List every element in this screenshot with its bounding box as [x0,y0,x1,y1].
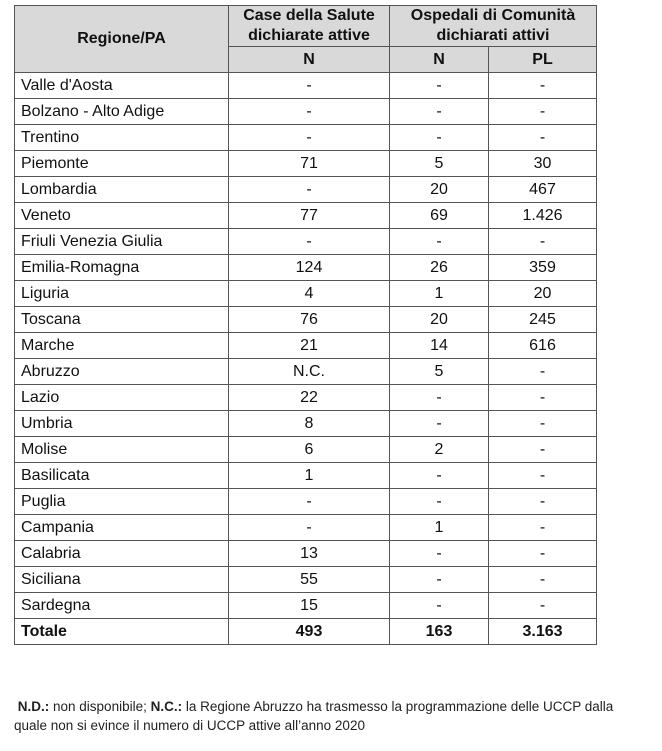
cell-ospedali-n: - [390,463,489,489]
cell-case-salute-n: - [229,515,390,541]
table-row [15,125,597,151]
cell-ospedali-pl: - [489,437,597,463]
table-body [15,73,597,645]
cell-ospedali-n: - [390,489,489,515]
total-cell-ospedali-pl: 3.163 [489,619,597,645]
cell-case-salute-n: 1 [229,463,390,489]
cell-ospedali-n: 1 [390,281,489,307]
cell-ospedali-n: - [390,593,489,619]
cell-case-salute-n: 55 [229,567,390,593]
cell-region: Valle d'Aosta [15,73,229,99]
cell-ospedali-pl: - [489,463,597,489]
cell-region: Abruzzo [15,359,229,385]
subheader-cds-n: N [229,47,390,73]
table-row [15,151,597,177]
cell-ospedali-n: 20 [390,307,489,333]
cell-case-salute-n: N.C. [229,359,390,385]
cell-ospedali-n: - [390,73,489,99]
cell-ospedali-n: - [390,567,489,593]
cell-case-salute-n: - [229,125,390,151]
cell-ospedali-pl: 467 [489,177,597,203]
cell-region: Lombardia [15,177,229,203]
cell-ospedali-n: - [390,541,489,567]
table-row [15,99,597,125]
cell-case-salute-n: 71 [229,151,390,177]
table-row [15,411,597,437]
header-ospedali-di-comunita: Ospedali di Comunità dichiarati attivi [390,6,597,47]
cell-case-salute-n: 15 [229,593,390,619]
cell-region: Friuli Venezia Giulia [15,229,229,255]
cell-region: Trentino [15,125,229,151]
cell-region: Bolzano - Alto Adige [15,99,229,125]
cell-ospedali-pl: 616 [489,333,597,359]
table-row [15,593,597,619]
cell-ospedali-pl: - [489,593,597,619]
table-row [15,203,597,229]
cell-case-salute-n: 77 [229,203,390,229]
cell-ospedali-n: - [390,385,489,411]
cell-ospedali-n: 26 [390,255,489,281]
cell-ospedali-pl: - [489,515,597,541]
total-row [15,619,597,645]
footnote [14,697,614,735]
cell-case-salute-n: 4 [229,281,390,307]
cell-ospedali-pl: 30 [489,151,597,177]
cell-ospedali-n: 20 [390,177,489,203]
table-row [15,359,597,385]
cell-region: Toscana [15,307,229,333]
cell-region: Campania [15,515,229,541]
cell-ospedali-n: 5 [390,359,489,385]
cell-region: Liguria [15,281,229,307]
table-row [15,515,597,541]
cell-case-salute-n: - [229,177,390,203]
cell-ospedali-pl: 20 [489,281,597,307]
header-region: Regione/PA [15,6,229,73]
table-row [15,437,597,463]
cell-ospedali-pl: - [489,73,597,99]
cell-ospedali-pl: - [489,411,597,437]
table-row [15,177,597,203]
total-cell-ospedali-n: 163 [390,619,489,645]
cell-region: Molise [15,437,229,463]
cell-case-salute-n: - [229,229,390,255]
regional-facilities-table [14,5,597,645]
cell-ospedali-n: 1 [390,515,489,541]
cell-region: Puglia [15,489,229,515]
footnote-nc-text: la Regione Abruzzo ha trasmesso la programmazione delle UCCP dalla quale non si evince il numero di UCCP attive all’anno 2020 [14,699,614,733]
footnote-nc-label: N.C.: [150,699,183,714]
header-case-della-salute: Case della Salute dichiarate attive [229,6,390,47]
cell-ospedali-pl: - [489,567,597,593]
cell-region: Calabria [15,541,229,567]
table-row [15,229,597,255]
cell-ospedali-pl: 359 [489,255,597,281]
cell-region: Emilia-Romagna [15,255,229,281]
cell-ospedali-n: 14 [390,333,489,359]
cell-case-salute-n: 21 [229,333,390,359]
cell-region: Umbria [15,411,229,437]
cell-region: Basilicata [15,463,229,489]
table-row [15,567,597,593]
footnote-nd-text: non disponibile; [49,699,151,714]
cell-region: Marche [15,333,229,359]
cell-ospedali-pl: 1.426 [489,203,597,229]
cell-region: Veneto [15,203,229,229]
cell-case-salute-n: - [229,73,390,99]
cell-ospedali-pl: - [489,229,597,255]
cell-region: Sardegna [15,593,229,619]
table-row [15,463,597,489]
total-cell-case-salute-n: 493 [229,619,390,645]
table-row [15,73,597,99]
cell-case-salute-n: 13 [229,541,390,567]
cell-ospedali-n: 2 [390,437,489,463]
cell-ospedali-pl: - [489,125,597,151]
cell-ospedali-n: 5 [390,151,489,177]
table-row [15,489,597,515]
cell-ospedali-n: - [390,411,489,437]
cell-case-salute-n: 6 [229,437,390,463]
table-row [15,385,597,411]
cell-region: Siciliana [15,567,229,593]
table-row [15,307,597,333]
cell-case-salute-n: 124 [229,255,390,281]
cell-region: Piemonte [15,151,229,177]
cell-ospedali-pl: - [489,385,597,411]
cell-case-salute-n: - [229,99,390,125]
cell-case-salute-n: 76 [229,307,390,333]
table-row [15,333,597,359]
cell-ospedali-pl: - [489,541,597,567]
total-cell-region: Totale [15,619,229,645]
cell-ospedali-n: - [390,125,489,151]
cell-ospedali-n: - [390,229,489,255]
table-row [15,255,597,281]
cell-case-salute-n: 8 [229,411,390,437]
cell-case-salute-n: 22 [229,385,390,411]
table-row [15,281,597,307]
footnote-nd-label: N.D.: [17,699,50,714]
subheader-odc-pl: PL [489,47,597,73]
cell-ospedali-pl: - [489,99,597,125]
cell-ospedali-n: 69 [390,203,489,229]
table-row [15,541,597,567]
cell-ospedali-pl: - [489,359,597,385]
subheader-odc-n: N [390,47,489,73]
cell-region: Lazio [15,385,229,411]
cell-case-salute-n: - [229,489,390,515]
cell-ospedali-pl: - [489,489,597,515]
cell-ospedali-n: - [390,99,489,125]
cell-ospedali-pl: 245 [489,307,597,333]
